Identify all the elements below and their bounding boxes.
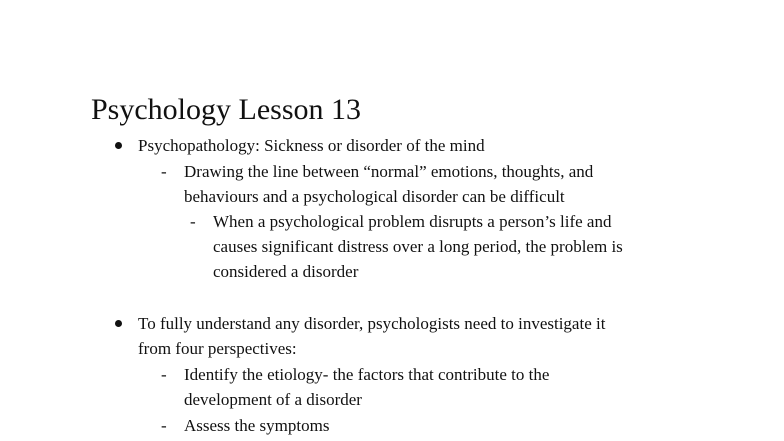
bullet-2-sub-1-marker: -	[161, 365, 167, 384]
bullet-2-sub-1-line-2: development of a disorder	[184, 390, 362, 409]
bullet-dot-1	[115, 142, 122, 149]
bullet-2-sub-1-line-1: Identify the etiology- the factors that contribute to the	[184, 365, 550, 384]
bullet-2-line-2: from four perspectives:	[138, 339, 297, 358]
bullet-2-line-1: To fully understand any disorder, psychologists need to investigate it	[138, 314, 606, 333]
bullet-1-text: Psychopathology: Sickness or disorder of the mind	[138, 136, 485, 155]
bullet-2-sub-2-marker: -	[161, 416, 167, 435]
bullet-1-sub-1-marker: -	[161, 162, 167, 181]
bullet-1-sub-1-line-2: behaviours and a psychological disorder can be difficult	[184, 187, 565, 206]
bullet-1-sub-1-1-marker: -	[190, 212, 196, 231]
bullet-1-sub-1-line-1: Drawing the line between “normal” emotions, thoughts, and	[184, 162, 594, 181]
bullet-1-sub-1-1-line-1: When a psychological problem disrupts a person’s life and	[213, 212, 612, 231]
bullet-2-sub-2-line-1: Assess the symptoms	[184, 416, 330, 435]
bullet-1-sub-1-1-line-3: considered a disorder	[213, 262, 359, 281]
bullet-1-sub-1-1-line-2: causes significant distress over a long period, the problem is	[213, 237, 623, 256]
page-title: Psychology Lesson 13	[91, 93, 361, 126]
bullet-dot-2	[115, 320, 122, 327]
